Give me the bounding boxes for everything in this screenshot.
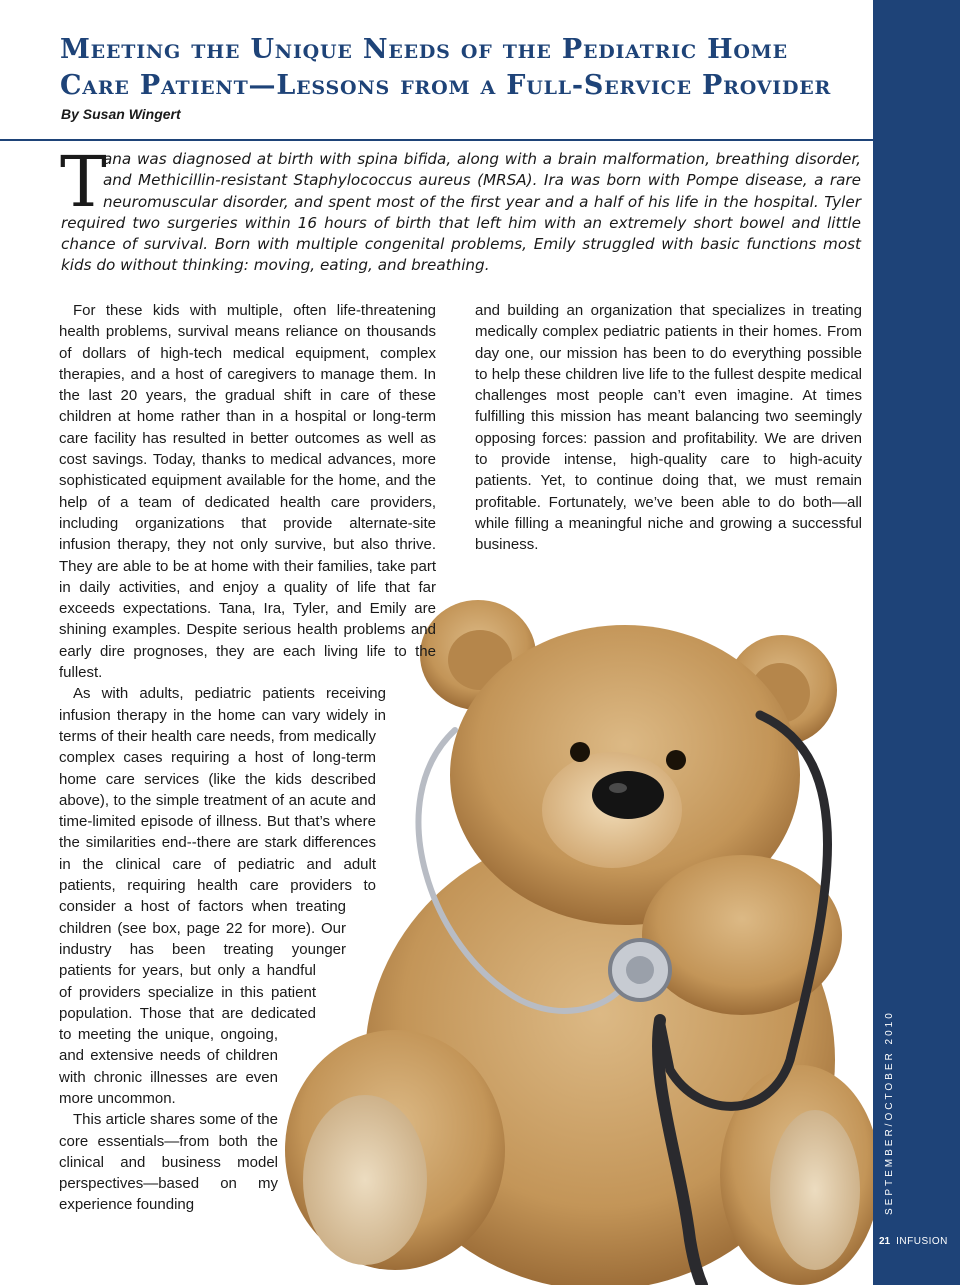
- bear-raised-paw: [642, 855, 842, 1015]
- body-column-2: [475, 300, 862, 556]
- bear-left-eye: [570, 742, 590, 762]
- lead-text: ana was diagnosed at birth with spina bifida, along with a brain malformation, breathing disorder, and Methicillin-resistant Staphylococcus aureus (MRSA). Ira was born with Pompe disease, a rare neuromuscular disorder, and spent most of the first year and a half of his life in the hospital. Tyler required two surgeries within 16 hours of birth that left him with an extremely short bowel and little chance of survival. Born with multiple congenital problems, Emily struggled with basic functions most kids do without thinking: moving, eating, and breathing.: [61, 150, 861, 275]
- bear-right-eye: [666, 750, 686, 770]
- header-rule: [0, 139, 873, 141]
- body-paragraph-3: This article shares some of the core essentials—from both the clinical and business model perspectives—based on my experience founding: [59, 1111, 278, 1214]
- issue-date: SEPTEMBER/OCTOBER 2010: [884, 1010, 895, 1215]
- body-column-1: [59, 300, 446, 1244]
- body-paragraph-1: For these kids with multiple, often life-threatening health problems, survival means reliance on thousands of dollars of high-tech medical equipment, complex therapies, and a host of caregivers to manage them. In the last 20 years, the gradual shift in care of these children at home rather than in a hospital or long-term care facility has resulted in better outcomes as well as cost savings. Today, thanks to medical advances, more sophisticated equipment available for the home, and the help of a team of dedicated health care providers, including organizations that provide alternate-site infusion therapy, they not only survive, but also thrive. They are able to be at home with their families, take part in daily activities, and enjoy a quality of life that far exceeds expectations. Tana, Ira, Tyler, and Emily are shining examples. Despite serious health problems and early dire prognoses, they are each living life to the fullest.: [59, 302, 436, 682]
- body-paragraph-2: As with adults, pediatric patients receiving infusion therapy in the home can vary widely in terms of their health care needs, from medically complex cases requiring a host of long-term home care services (like the kids described above), to the simple treatment of an acute and time-limited episode of illness. But that’s where the similarities end--there are stark differences in the clinical care of pediatric and adult patients, requiring health care providers to consider a host of factors when treating children (see box, page 22 for more). Our industry has been treating younger patients for years, but only a handful of providers specialize in this patient population. Those that are dedicated to meeting the unique, ongoing, and extensive needs of children with chronic illnesses are even more uncommon.: [59, 685, 386, 1107]
- bear-nose: [592, 771, 664, 819]
- page-folio: [879, 1236, 948, 1247]
- drop-cap: T: [60, 141, 107, 223]
- column-2-paragraph: and building an organization that specializes in treating medically complex pediatric patients in their homes. From day one, our mission has been to do everything possible to help these children live life to the fullest despite medical challenges most people can’t even imagine. At times fulfilling this mission has meant balancing two seemingly opposing forces: passion and profitability. We are driven to provide intense, high-quality care to high-acuity patients. Yet, to continue doing that, we must remain profitable. Fortunately, we’ve been able to do both—all while filling a meaningful niche and growing a successful business.: [475, 302, 862, 554]
- page-number: 21: [879, 1236, 891, 1247]
- magazine-name: INFUSION: [896, 1236, 948, 1247]
- article-title: Meeting the Unique Needs of the Pediatric Home Care Patient—Lessons from a Full-Service Provider: [60, 34, 832, 101]
- bear-right-foot-pad: [770, 1110, 860, 1270]
- lead-paragraph: [61, 149, 861, 277]
- byline: By Susan Wingert: [61, 106, 181, 122]
